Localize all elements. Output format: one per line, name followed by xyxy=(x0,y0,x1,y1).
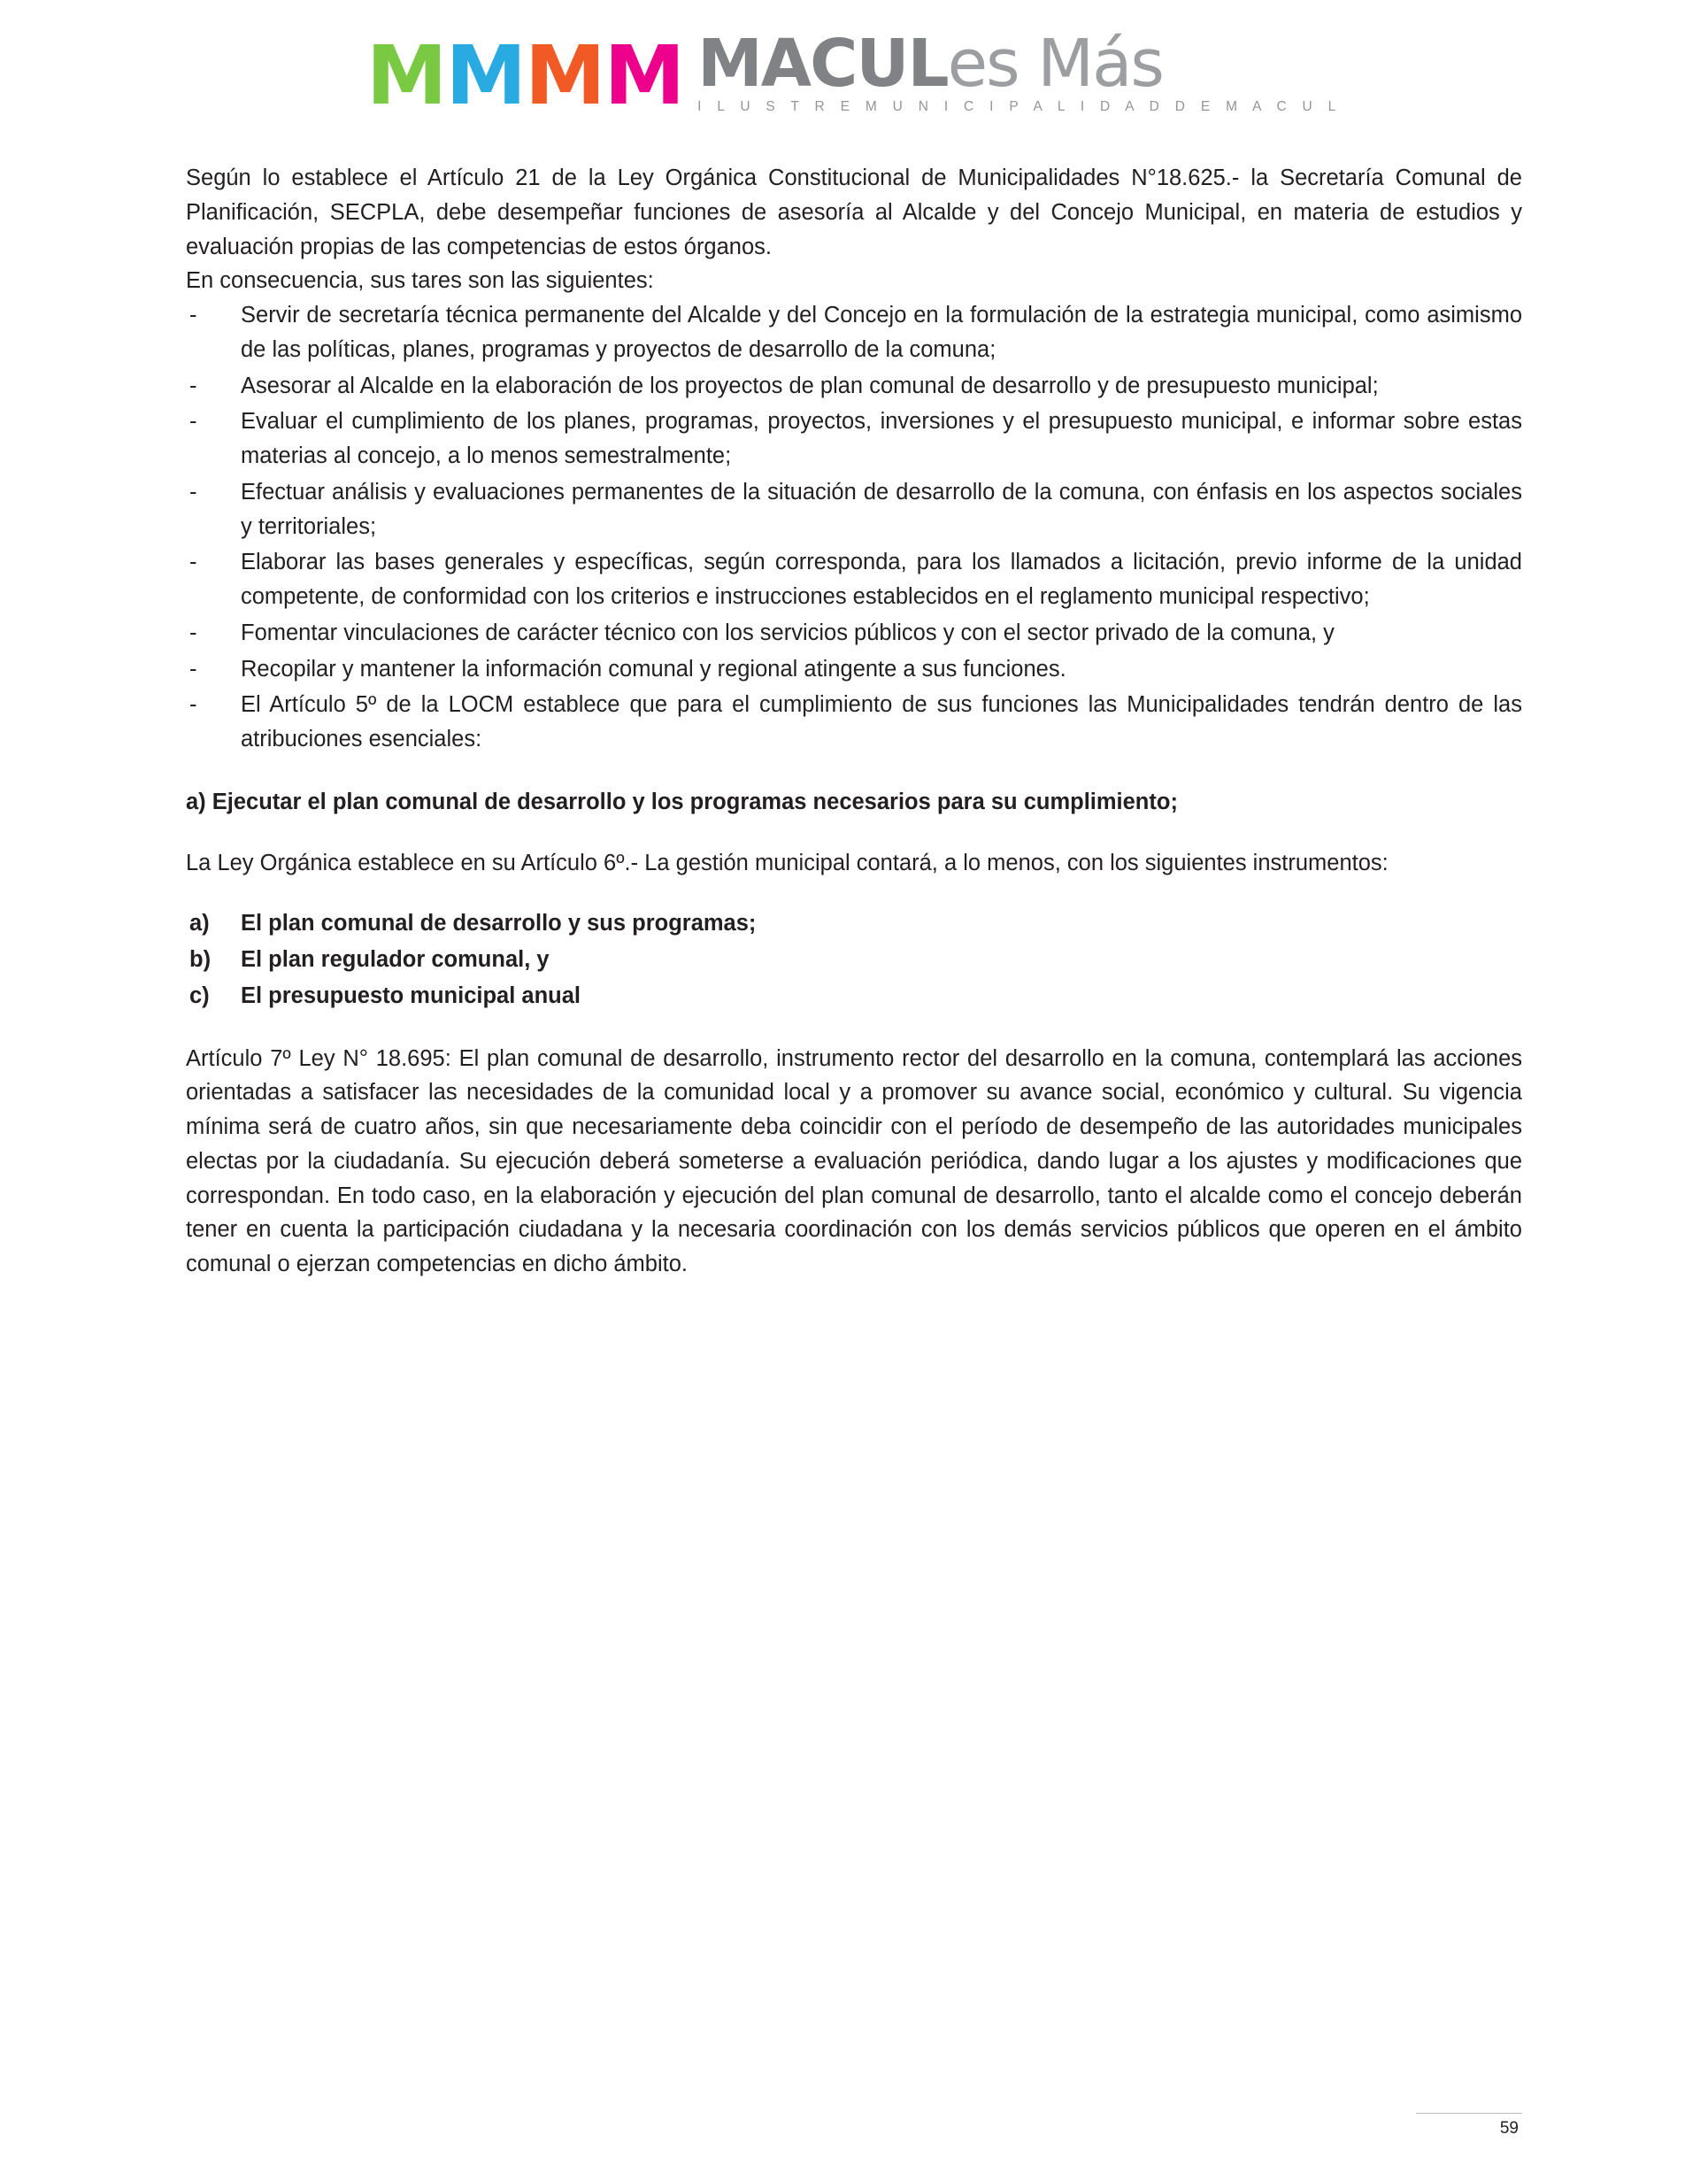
list-item-text: El Artículo 5º de la LOCM establece que para el cumplimiento de sus funciones las Municipalidades tendrán dentro de las atribuciones esenciales: xyxy=(241,692,1522,752)
list-item-text: Efectuar análisis y evaluaciones permanentes de la situación de desarrollo de la comuna, con énfasis en los aspectos sociales y territoriales; xyxy=(241,479,1522,539)
list-item xyxy=(186,616,1522,651)
dash-marker: - xyxy=(189,692,197,718)
instruments-list xyxy=(186,906,1522,1013)
list-item xyxy=(186,369,1522,404)
dash-marker: - xyxy=(189,303,197,328)
spacer xyxy=(186,759,1522,785)
logo-letter-marks xyxy=(365,28,682,124)
dash-marker: - xyxy=(189,409,197,435)
consequence-line: En consecuencia, sus tares son las siguientes: xyxy=(186,268,654,294)
list-item xyxy=(186,688,1522,757)
list-item-text: Elaborar las bases generales y específicas, según corresponda, para los llamados a licitación, previo informe de la unidad competente, de conformidad con los criterios e instrucciones establecidos en el reglamento municipal respectivo; xyxy=(241,550,1522,610)
list-item-text: Servir de secretaría técnica permanente del Alcalde y del Concejo en la formulación de la estrategia municipal, como asimismo de las políticas, planes, programas y proyectos de desarrollo de la comuna; xyxy=(241,303,1522,362)
list-item-text: Asesorar al Alcalde en la elaboración de los proyectos de plan comunal de desarrollo y de presupuesto municipal; xyxy=(241,373,1379,398)
list-item xyxy=(186,979,1522,1013)
logo-word-macul: MACUL xyxy=(697,26,948,102)
list-item xyxy=(186,943,1522,977)
list-item xyxy=(186,545,1522,614)
list-item xyxy=(186,405,1522,474)
list-item-text: Evaluar el cumplimiento de los planes, programas, proyectos, inversiones y el presupuesto municipal, e informar sobre estas materias al concejo, a lo menos semestralmente; xyxy=(241,409,1522,469)
list-item-label: a) xyxy=(189,911,210,936)
list-item xyxy=(186,475,1522,544)
bold-statement-a: a) Ejecutar el plan comunal de desarrollo y los programas necesarios para su cumplimiento; xyxy=(186,789,1178,814)
ley-organica-paragraph: La Ley Orgánica establece en su Artículo 6º.- La gestión municipal contará, a lo menos, con los siguientes instrumentos: xyxy=(186,850,1389,875)
logo-wordmark-sub: I L U S T R E M U N I C I P A L I D A D D E M A C U L xyxy=(697,99,1343,115)
dash-marker: - xyxy=(189,620,197,645)
dash-marker: - xyxy=(189,373,197,398)
spacer xyxy=(186,880,1522,906)
logo-mark-green: M xyxy=(365,28,444,124)
list-item-text: El plan regulador comunal, y xyxy=(241,947,550,973)
list-item-text: El presupuesto municipal anual xyxy=(241,983,581,1008)
functions-list xyxy=(186,298,1522,757)
logo-wordmark-main xyxy=(697,26,1342,102)
logo-mark-blue: M xyxy=(445,28,524,124)
list-item-label: c) xyxy=(189,983,210,1008)
list-item-text: Recopilar y mantener la información comunal y regional atingente a sus funciones. xyxy=(241,656,1066,682)
page-header xyxy=(0,0,1708,127)
list-item-text: Fomentar vinculaciones de carácter técnico con los servicios públicos y con el sector privado de la comuna, y xyxy=(241,620,1335,645)
logo-wordmark xyxy=(697,26,1343,119)
logo-mark-orange: M xyxy=(525,28,603,124)
dash-marker: - xyxy=(189,656,197,682)
list-item xyxy=(186,652,1522,687)
list-item-label: b) xyxy=(189,947,212,973)
intro-paragraph: Según lo establece el Artículo 21 de la Ley Orgánica Constitucional de Municipalidades N°18.625.- la Secretaría Comunal de Planificación, SECPLA, debe desempeñar funciones de asesoría al Alcalde y del Concejo Municipal, en materia de estudios y evaluación propias de las competencias de estos órganos. xyxy=(186,166,1522,259)
spacer xyxy=(186,1015,1522,1042)
page-number: 59 xyxy=(1499,2119,1519,2138)
list-item xyxy=(186,906,1522,941)
macul-logo xyxy=(365,26,1343,124)
spacer xyxy=(186,820,1522,846)
dash-marker: - xyxy=(189,479,197,505)
list-item xyxy=(186,298,1522,367)
document-content xyxy=(186,127,1522,1282)
logo-mark-magenta: M xyxy=(604,28,682,124)
logo-word-esmas: es Más xyxy=(947,26,1163,102)
dash-marker: - xyxy=(189,550,197,575)
articulo7-paragraph: Artículo 7º Ley N° 18.695: El plan comunal de desarrollo, instrumento rector del desarrollo en la comuna, contemplará las acciones orientadas a satisfacer las necesidades de la comunidad local y a promover su avance social, económico y cultural. Su vigencia mínima será de cuatro años, sin que necesariamente deba coincidir con el período de desempeño de las autoridades municipales electas por la ciudadanía. Su ejecución deberá someterse a evaluación periódica, dando lugar a los ajustes y modificaciones que correspondan. En todo caso, en la elaboración y ejecución del plan comunal de desarrollo, tanto el alcalde como el concejo deberán tener en cuenta la participación ciudadana y la necesaria coordinación con los demás servicios públicos que operen en el ámbito comunal o ejerzan competencias en dicho ámbito. xyxy=(186,1045,1522,1277)
list-item-text: El plan comunal de desarrollo y sus programas; xyxy=(241,911,757,936)
page-footer xyxy=(186,2113,1522,2139)
